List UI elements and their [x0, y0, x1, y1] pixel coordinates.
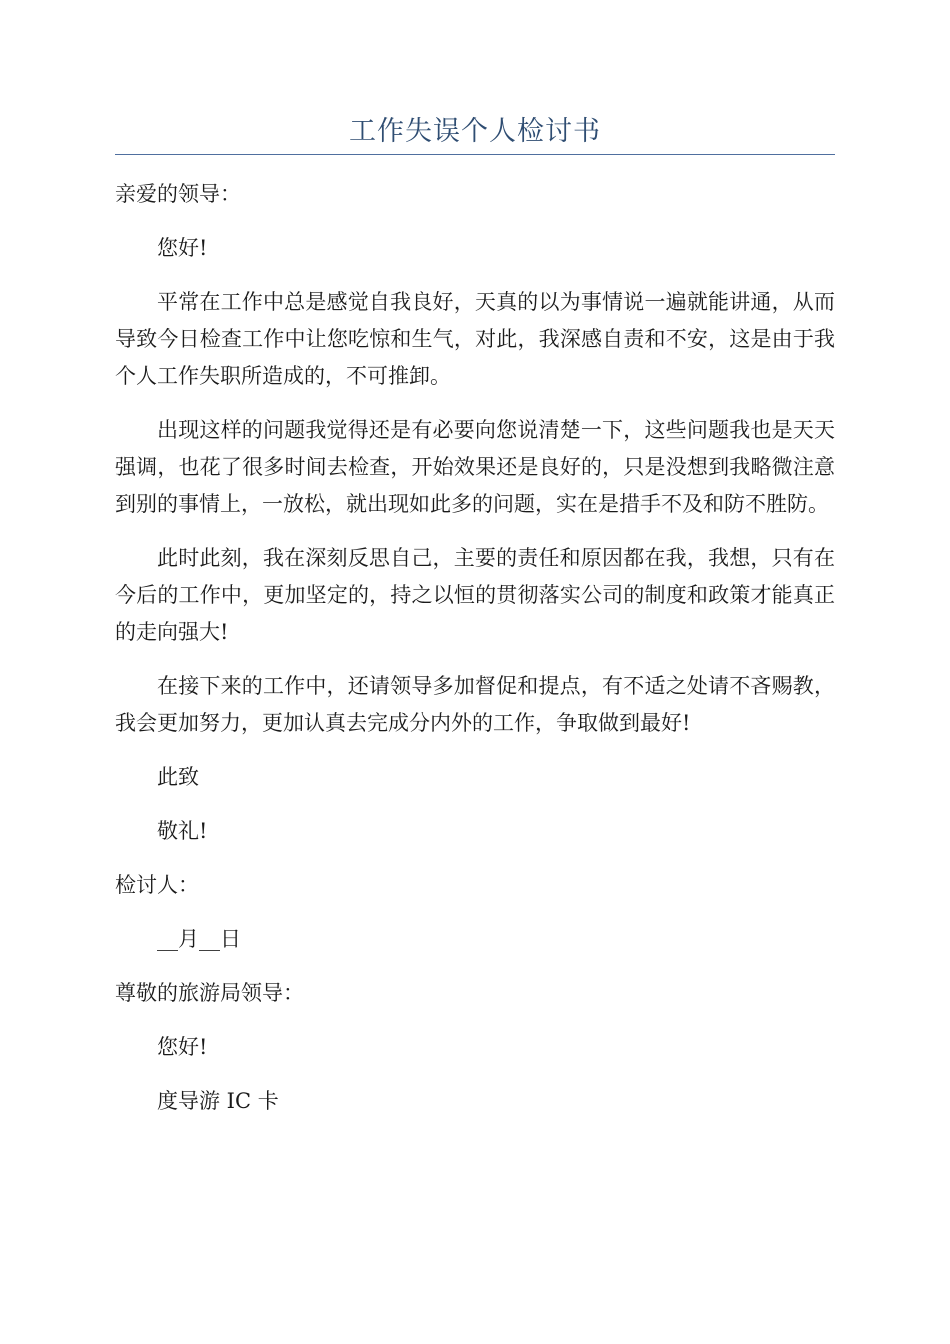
second-greeting: 您好!: [157, 1035, 208, 1059]
closing-phrase: 此致: [157, 765, 199, 789]
salutation: 亲爱的领导：: [115, 182, 241, 206]
title-underline: [115, 154, 835, 155]
body-paragraph-3: 此时此刻，我在深刻反思自己，主要的责任和原因都在我，我想，只有在今后的工作中，更加坚定的，持之以恒的贯彻落实公司的制度和政策才能真正的走向强大!: [115, 546, 835, 644]
date-line: __月__日: [157, 927, 241, 951]
signer-label: 检讨人：: [115, 873, 199, 897]
body-paragraph-2: 出现这样的问题我觉得还是有必要向您说清楚一下，这些问题我也是天天强调，也花了很多时间去检查，开始效果还是良好的，只是没想到我略微注意到别的事情上，一放松，就出现如此多的问题，实在是措手不及和防不胜防。: [115, 418, 835, 516]
text-fragment: 度导游 IC 卡: [157, 1089, 279, 1113]
closing-salute: 敬礼!: [157, 819, 208, 843]
document-title: 工作失误个人检讨书: [349, 116, 601, 147]
body-paragraph-1: 平常在工作中总是感觉自我良好，天真的以为事情说一遍就能讲通，从而导致今日检查工作中让您吃惊和生气，对此，我深感自责和不安，这是由于我个人工作失职所造成的，不可推卸。: [115, 290, 835, 388]
greeting: 您好!: [157, 236, 208, 260]
document-body: [115, 176, 835, 1120]
body-paragraph-4: 在接下来的工作中，还请领导多加督促和提点，有不适之处请不吝赐教，我会更加努力，更加认真去完成分内外的工作，争取做到最好!: [115, 674, 835, 735]
second-salutation: 尊敬的旅游局领导：: [115, 981, 304, 1005]
